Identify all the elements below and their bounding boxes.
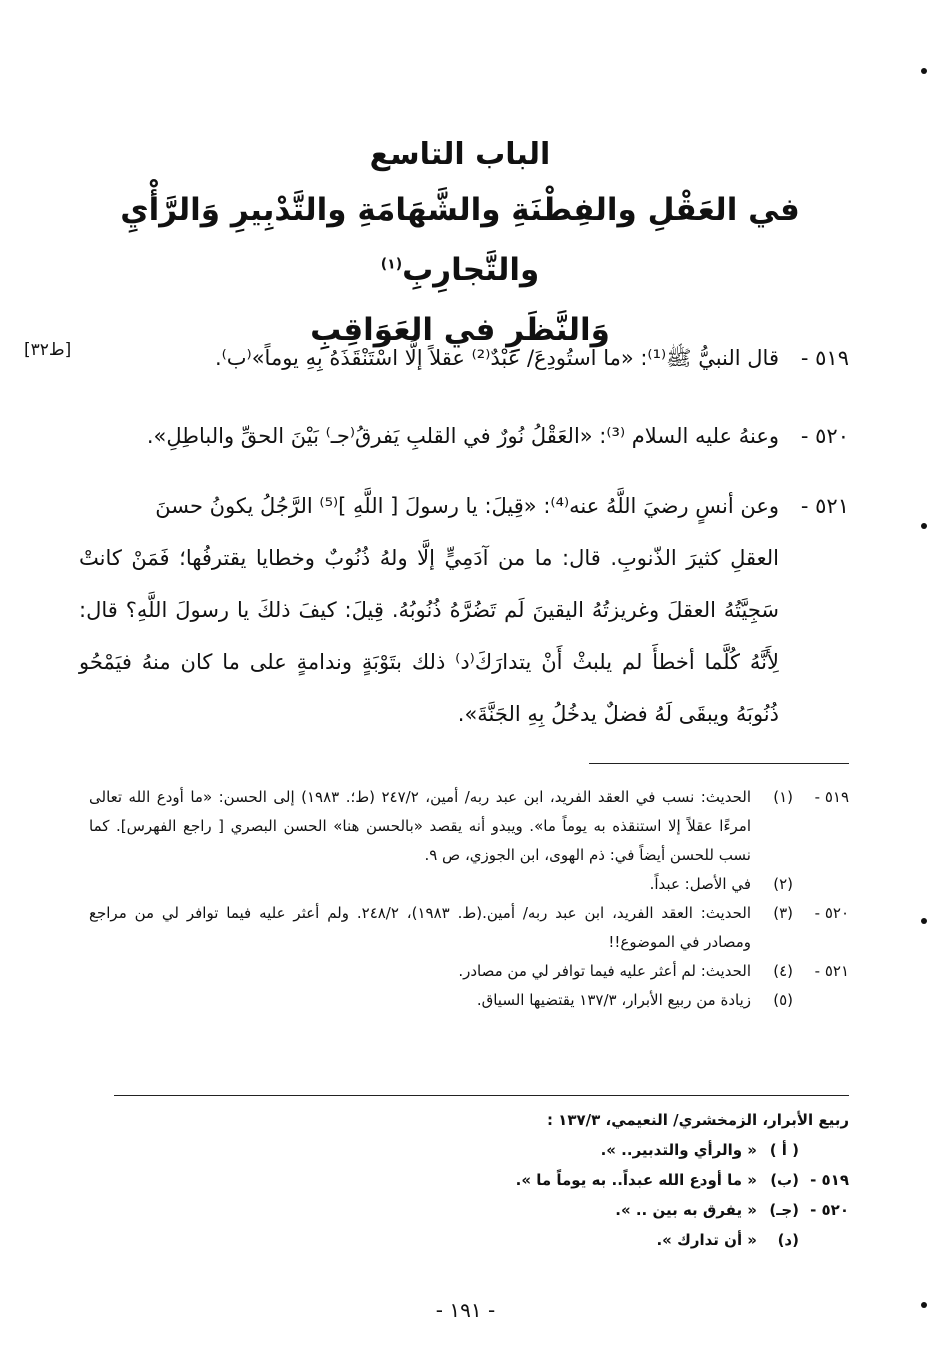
chapter-subtitle-line-2: وَالنَّظَرِ في العَوَاقِبِ <box>310 312 610 348</box>
variant-mark: (ب) <box>770 1171 799 1189</box>
variant-mark: (د) <box>777 1231 799 1249</box>
footnote-separator <box>589 763 849 764</box>
variant-ref <box>799 1225 849 1255</box>
footnote-ref: ٥٢١ - <box>814 962 849 980</box>
variant-ref: ٥١٩ - <box>810 1171 849 1189</box>
hadith-text: قال النبيُّ ﷺ⁽¹⁾: «ما استُودِعَ/ عَبْدٌ⁽²⁾ عقلاً إلَّا اسْتَنْقَذَهُ بِهِ يوماً»⁽ب⁾. <box>214 346 779 370</box>
hadith-text: وعن أنسٍ رضيَ اللَّهُ عنه⁽⁴⁾: «قِيلَ: يا رسولَ [ اللَّهِ ]⁽⁵⁾ الرَّجُلُ يكونُ حسنَ <box>155 494 779 518</box>
variant-item <box>329 1195 849 1225</box>
margin-dot <box>921 918 927 924</box>
footnotes <box>89 783 849 1015</box>
footnote-marker: (١) <box>380 256 403 273</box>
hadith-520 <box>79 410 849 462</box>
chapter-subtitle-line-1 <box>60 180 860 300</box>
margin-dot <box>921 523 927 529</box>
textual-variants <box>329 1105 849 1255</box>
footnote-ref: ٥٢٠ - <box>814 904 849 922</box>
hadith-519 <box>79 332 849 384</box>
variants-separator <box>114 1095 849 1096</box>
footnote-mark: (٤) <box>773 962 793 980</box>
chapter-title: الباب التاسع <box>369 137 551 172</box>
chapter-subtitle-text: في العَقْلِ والفِطْنَةِ والشَّهَامَةِ والتَّدْبِيرِ وَالرَّأْيِ والتَّجارِبِ <box>120 192 800 288</box>
footnote-text: في الأصل: عبداً. <box>649 875 751 893</box>
variant-item <box>329 1225 849 1255</box>
hadith-number: ٥٢١ - <box>800 494 849 518</box>
footnote-mark: (٥) <box>773 991 793 1009</box>
variant-ref <box>799 1135 849 1165</box>
footnote-text: زيادة من ربيع الأبرار، ١٣٧/٣ يقتضيها السياق. <box>476 991 751 1009</box>
variant-ref: ٥٢٠ - <box>810 1201 849 1219</box>
footnote-text: الحديث: لم أعثر عليه فيما توافر لي من مصادر. <box>458 962 751 980</box>
footnote-item <box>89 899 849 957</box>
variant-mark: ( أ ) <box>769 1141 799 1159</box>
footnote-mark: (١) <box>773 788 793 806</box>
footnote-item <box>89 957 849 986</box>
variant-text: « والرأي والتدبير.. ». <box>600 1141 757 1159</box>
variant-text: « ما أودع الله عبداً.. به يوماً ما ». <box>515 1171 757 1189</box>
hadith-521 <box>79 480 849 740</box>
variant-mark: (جـ) <box>769 1201 799 1219</box>
footnote-item <box>89 870 849 899</box>
hadith-continuation: العقلِ كثيرَ الذّنوبِ. قال: ما من آدَمِيٍّ إلَّا ولهُ ذُنُوبٌ وخطايا يقترفُها؛ فَمَنْ كانتْ سَجِيَّتُهُ العقلَ وغريزتُهُ اليقينَ لَم تَضُرَّهُ ذُنُوبُهُ. قِيلَ: كيفَ ذلكَ يا رسولَ اللَّهِ؟ قال: لِأَنَّهُ كُلَّما أخطأَ لم يلبثْ أَنْ يتدارَكَ⁽د⁾ ذلك بتَوْبَةٍ وندامةٍ على ما كان منهُ فيَمْحُو ذُنُوبَهُ ويبقَى لَهُ فضلٌ يدخُلُ بِهِ الجَنَّةَ». <box>79 546 779 726</box>
hadith-number: ٥٢٠ - <box>800 424 849 448</box>
margin-dot <box>921 68 927 74</box>
variant-text: « يفرق به بين .. ». <box>615 1201 757 1219</box>
variant-item <box>329 1165 849 1195</box>
hadith-first-line <box>79 480 849 532</box>
footnote-text: الحديث: العقد الفريد، ابن عبد ربه/ أمين.(ط. ١٩٨٣)، ٢٤٨/٢. ولم أعثر عليه فيما توافر لي من مراجع ومصادر في الموضوع!! <box>89 904 751 951</box>
hadith-text: وعنهُ عليه السلام ⁽³⁾: «العَقْلُ نُورٌ في القلبِ يَفرقُ⁽جـ⁾ بَيْنَ الحقِّ والباطِلِ». <box>146 424 779 448</box>
chapter-heading <box>60 130 860 360</box>
variants-source: ربيع الأبرار، الزمخشري/ النعيمي، ١٣٧/٣ : <box>546 1111 849 1129</box>
page-number: - ١٩١ - <box>435 1298 496 1322</box>
footnote-item <box>89 783 849 870</box>
hadith-number: ٥١٩ - <box>800 346 849 370</box>
footnote-text: الحديث: نسب في العقد الفريد، ابن عبد ربه/ أمين، ٢٤٧/٢ (ط؛. ١٩٨٣) إلى الحسن: «ما أودع الله تعالى امرءًا عقلاً إلا استنقذه به يوماً ما». ويبدو أنه يقصد «بالحسن هنا» الحسن البصري [ راجع الفهرس]. كما نسب للحسن أيضاً في: ذم الهوى، ابن الجوزي، ص ٩. <box>89 788 751 864</box>
footnote-mark: (٢) <box>773 875 793 893</box>
footnote-mark: (٣) <box>773 904 793 922</box>
variant-text: « أن تدارك ». <box>656 1231 757 1249</box>
variant-item <box>329 1135 849 1165</box>
folio-marker: [ط٣٢] <box>24 340 72 360</box>
footnote-ref: ٥١٩ - <box>814 788 849 806</box>
footnote-item <box>89 986 849 1015</box>
